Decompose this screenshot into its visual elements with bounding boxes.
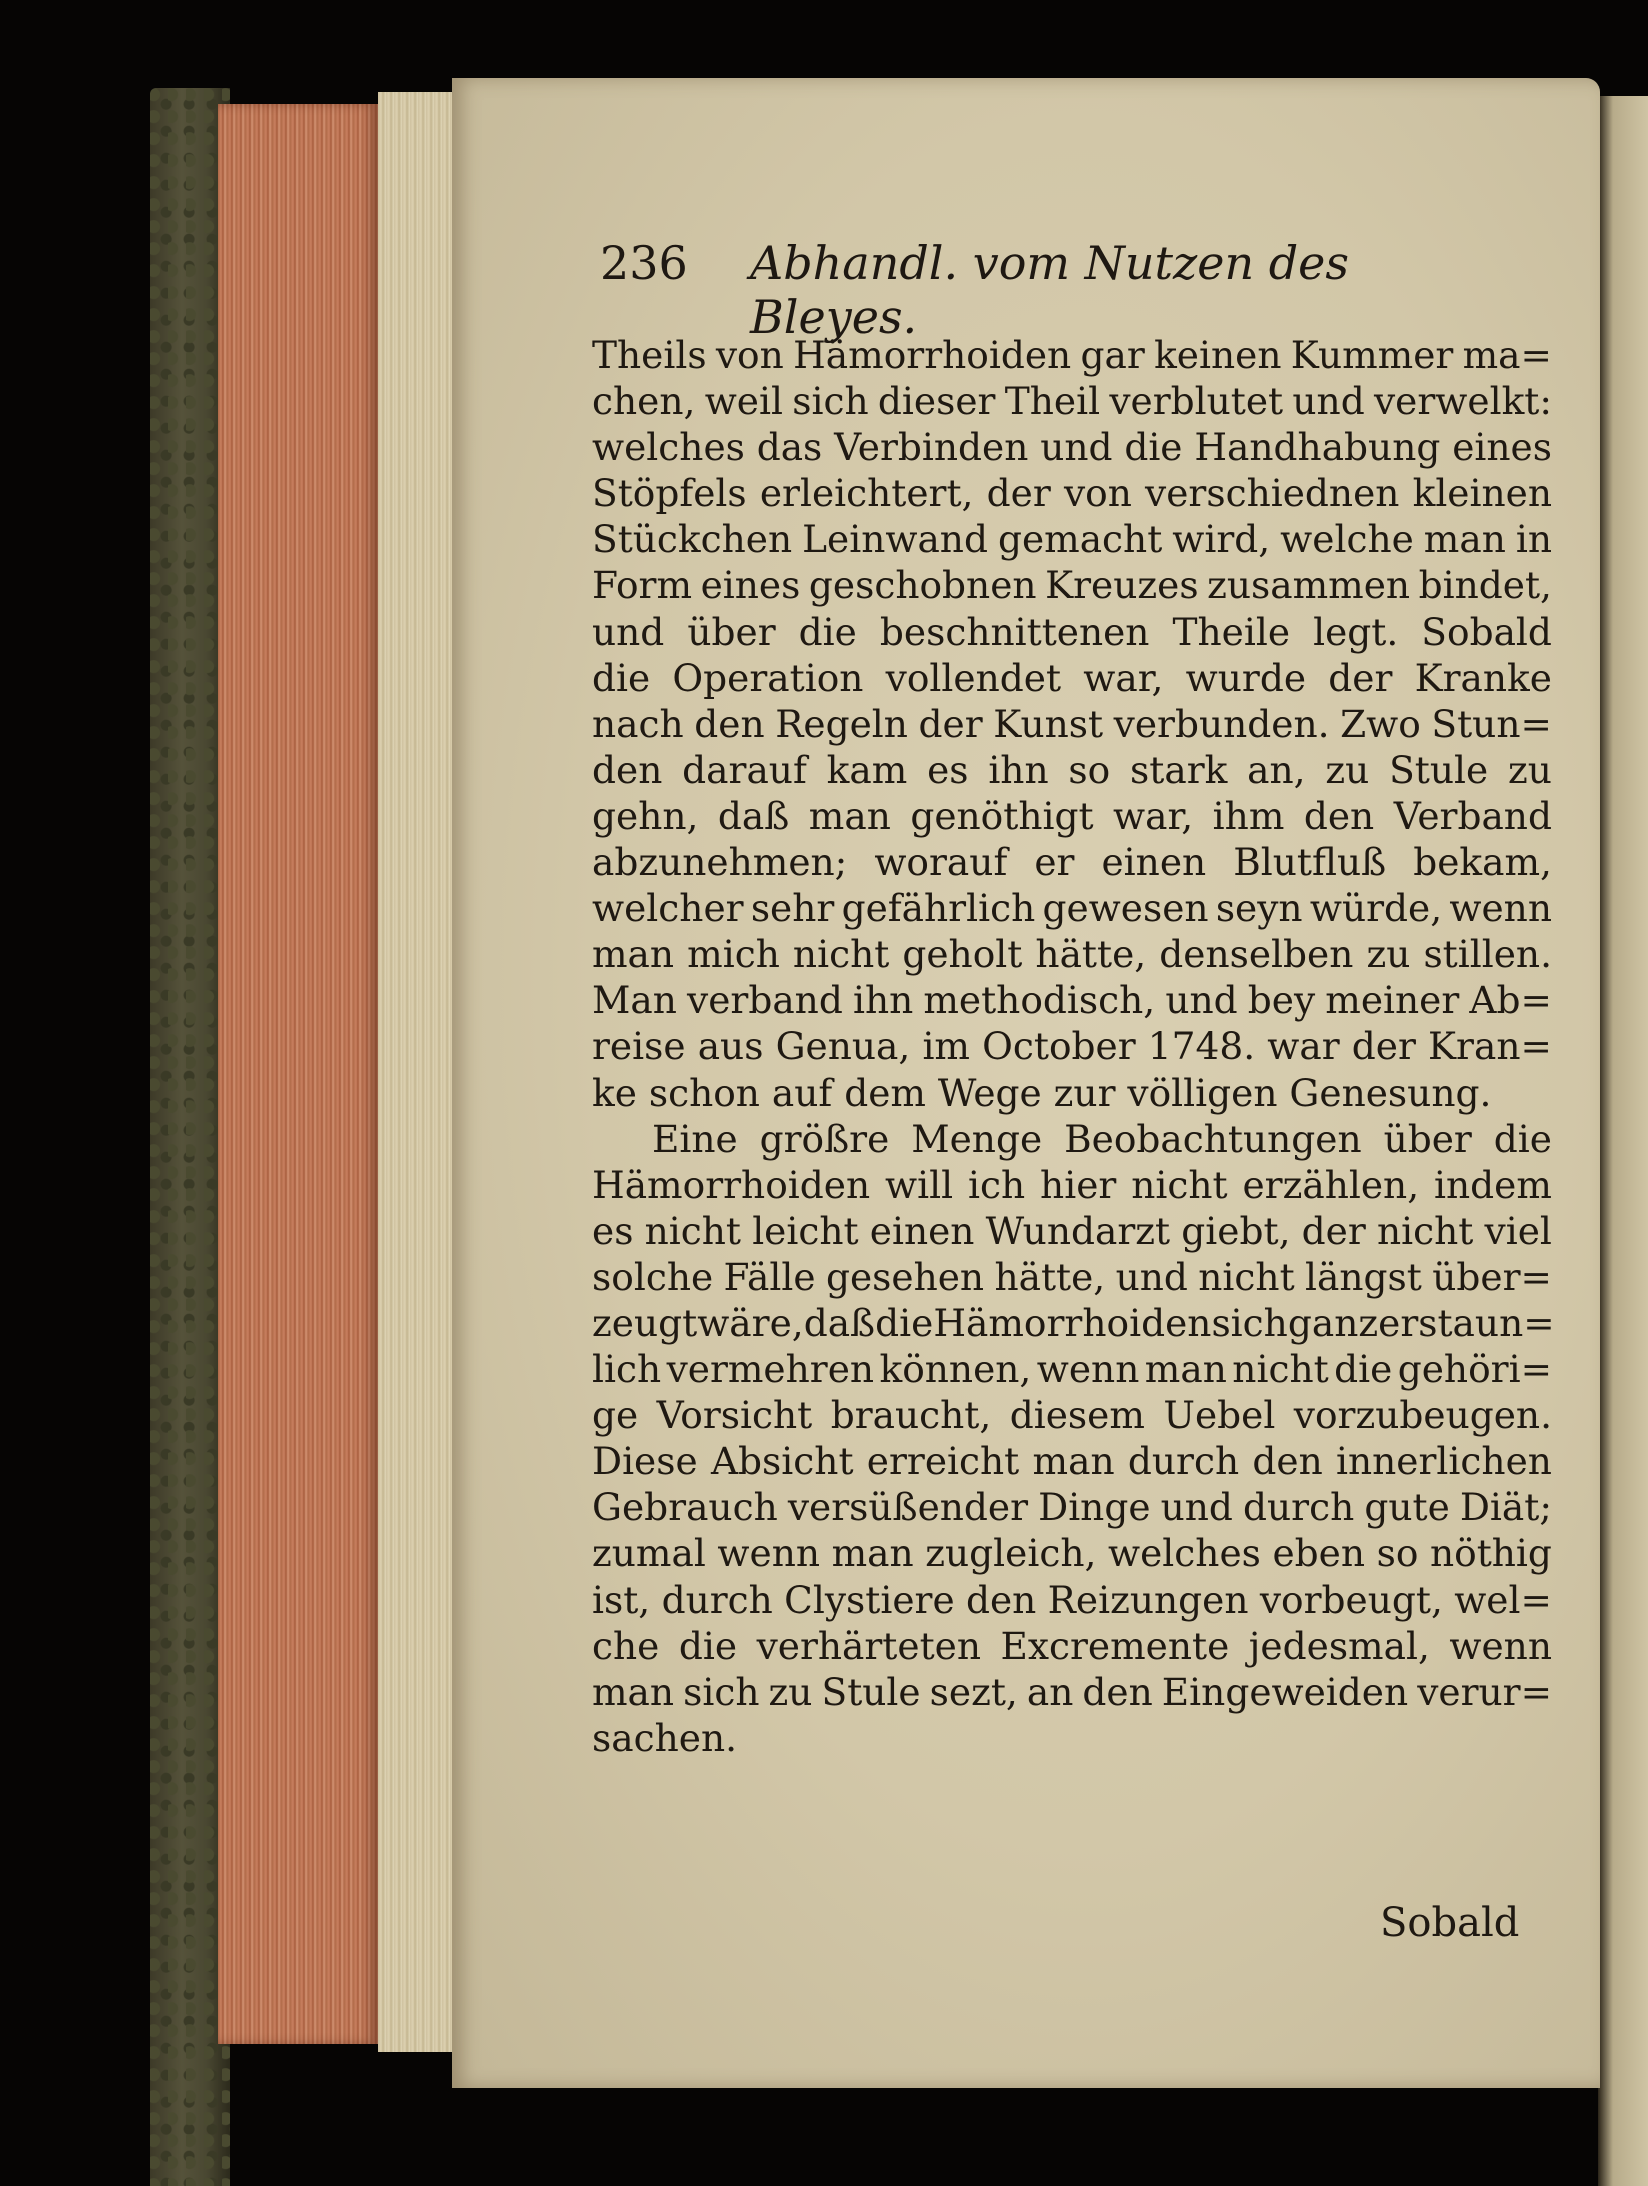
text-line: welcher sehr gefährlich gewesen seyn würde, wenn (592, 886, 1552, 931)
text-line: den darauf kam es ihn so stark an, zu Stule zu (592, 747, 1552, 792)
text-line: man mich nicht geholt hätte, denselben zu stillen. (592, 932, 1552, 977)
text-line: zeugt wäre, daß die Hämorrhoiden sich ganz erstaun= (592, 1300, 1555, 1345)
text-line: Man verband ihn methodisch, und bey meiner Ab= (592, 978, 1552, 1023)
text-line: ke schon auf dem Wege zur völligen Genesung. (592, 1070, 1492, 1115)
text-line: Form eines geschobnen Kreuzes zusammen bindet, (592, 563, 1552, 608)
page-edges (218, 104, 378, 2044)
text-line: lich vermehren können, wenn man nicht die gehöri= (592, 1347, 1552, 1392)
text-line: und über die beschnittenen Theile legt. Sobald (592, 609, 1552, 654)
text-line: ist, durch Clystiere den Reizungen vorbeugt, wel= (592, 1577, 1552, 1622)
text-line: man sich zu Stule sezt, an den Eingeweiden verur= (592, 1669, 1552, 1714)
text-line: die Operation vollendet war, wurde der Kranke (592, 655, 1552, 700)
facing-page-edge (1598, 96, 1648, 2186)
running-title: Abhandl. vom Nutzen des Bleyes. (750, 236, 1350, 344)
text-line: welches das Verbinden und die Handhabung eines (592, 425, 1552, 470)
text-line: chen, weil sich dieser Theil verblutet und verwelkt: (592, 379, 1552, 424)
text-line: ge Vorsicht braucht, diesem Uebel vorzubeugen. (592, 1393, 1552, 1438)
text-line: sachen. (592, 1715, 738, 1760)
text-line: Diese Absicht erreicht man durch den innerlichen (592, 1439, 1552, 1484)
text-line: reise aus Genua, im October 1748. war der Kran= (592, 1024, 1552, 1069)
text-line: es nicht leicht einen Wundarzt giebt, der nicht viel (592, 1208, 1552, 1253)
text-line: zumal wenn man zugleich, welches eben so nöthig (592, 1531, 1552, 1576)
text-line: gehn, daß man genöthigt war, ihm den Verband (592, 793, 1552, 838)
text-line: Gebrauch versüßender Dinge und durch gute Diät; (592, 1485, 1552, 1530)
text-line: Stückchen Leinwand gemacht wird, welche man in (592, 517, 1552, 562)
text-line: nach den Regeln der Kunst verbunden. Zwo Stun= (592, 701, 1552, 746)
text-line: solche Fälle gesehen hätte, und nicht längst über= (592, 1254, 1552, 1299)
text-line: che die verhärteten Excremente jedesmal, wenn (592, 1623, 1552, 1668)
catchword: Sobald (1380, 1900, 1520, 1946)
text-line: abzunehmen; worauf er einen Blutfluß bekam, (592, 840, 1552, 885)
body-text (592, 332, 1555, 1761)
text-line: Eine größre Menge Beobachtungen über die (652, 1116, 1552, 1161)
text-line: Theils von Hämorrhoiden gar keinen Kummer ma= (592, 333, 1552, 377)
page-edges-inner (378, 92, 458, 2052)
text-line: Hämorrhoiden will ich hier nicht erzählen, indem (592, 1162, 1552, 1207)
page-header (600, 236, 1520, 344)
page-number: 236 (600, 236, 688, 290)
text-line: Stöpfels erleichtert, der von verschiednen kleinen (592, 471, 1552, 516)
